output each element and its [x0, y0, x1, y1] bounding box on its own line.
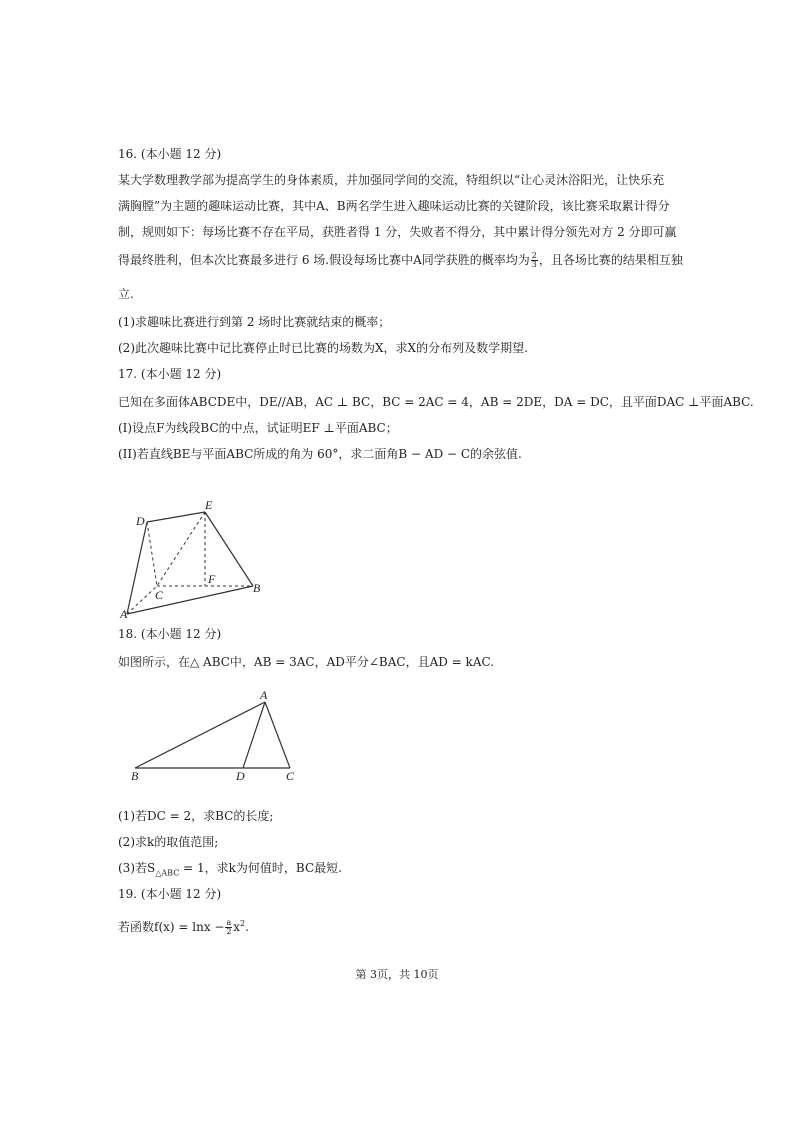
- edge-DE: [147, 512, 205, 522]
- q19-function-end: .: [245, 920, 249, 934]
- edge-AC: [127, 586, 157, 614]
- q17-text-line-1: 已知在多面体ABCDE中，DE//AB，AC ⊥ BC，BC = 2AC = 4，AB = 2DE，DA = DC，且平面DAC ⊥平面ABC.: [118, 395, 754, 409]
- q18-part-2: (2)求k的取值范围;: [118, 835, 219, 849]
- q16-fraction-numerator: 2: [531, 251, 537, 260]
- q16-text-line-4b: ，且各场比赛的结果相互独: [538, 253, 683, 267]
- label-B: B: [131, 769, 139, 783]
- q17-part-1: (I)设点F为线段BC的中点，试证明EF ⊥平面ABC；: [118, 421, 398, 435]
- edge-AB: [127, 586, 253, 614]
- q19-exponent: 2: [240, 919, 246, 928]
- edge-DC: [147, 522, 157, 586]
- q16-text-line-5: 立.: [118, 287, 134, 301]
- q16-text-line-2: 满胸膛”为主题的趣味运动比赛，其中A、B两名学生进入趣味运动比赛的关键阶段，该比赛采取累计得分: [118, 199, 670, 213]
- label-D: D: [236, 769, 245, 783]
- q17-polyhedron-figure: [110, 492, 280, 622]
- q18-header: 18. (本小题 12 分): [118, 627, 222, 641]
- label-A: A: [260, 688, 268, 702]
- label-C: C: [286, 769, 295, 783]
- label-E: E: [205, 498, 213, 512]
- q16-text-line-3: 制，规则如下：每场比赛不存在平局，获胜者得 1 分，失败者不得分，其中累计得分领先对方 2 分即可赢: [118, 225, 677, 239]
- q19-fraction: [225, 919, 232, 936]
- q18-part-3: [118, 860, 342, 881]
- edge-EC: [157, 512, 205, 586]
- q17-part-2: (II)若直线BE与平面ABC所成的角为 60°，求二面角B − AD − C的余弦值.: [118, 447, 522, 461]
- q16-fraction-denominator: 3: [531, 260, 537, 269]
- q16-part-1: (1)求趣味比赛进行到第 2 场时比赛就结束的概率；: [118, 315, 391, 329]
- q19-function-a: 若函数f(x) = lnx −: [118, 920, 225, 934]
- page-footer: 第 3页，共 10页: [355, 968, 439, 981]
- q17-header: 17. (本小题 12 分): [118, 367, 222, 381]
- q19-fraction-numerator: a: [226, 918, 232, 927]
- segment-BA: [135, 702, 265, 768]
- q16-probability-fraction: [531, 252, 538, 269]
- edge-DA: [127, 522, 147, 614]
- label-C: C: [155, 588, 164, 602]
- q16-text-line-4a: 得最终胜利，但本次比赛最多进行 6 场.假设每场比赛中A同学获胜的概率均为: [118, 253, 530, 267]
- q16-header: 16. (本小题 12 分): [118, 147, 222, 161]
- segment-AC: [265, 702, 290, 768]
- q16-part-2: (2)此次趣味比赛中记比赛停止时已比赛的场数为X，求X的分布列及数学期望.: [118, 341, 528, 355]
- q18-text-line-1: 如图所示，在△ ABC中，AB = 3AC，AD平分∠BAC，且AD = kAC.: [118, 655, 495, 669]
- q16-text-line-1: 某大学数理教学部为提高学生的身体素质，并加强同学间的交流，特组织以“让心灵沐浴阳光，让快乐充: [118, 173, 665, 187]
- label-B: B: [253, 581, 261, 595]
- q18-triangle-figure: [125, 684, 315, 784]
- q18-part-3a: (3)若S: [118, 861, 156, 875]
- q19-function-x: x: [233, 920, 241, 934]
- label-D: D: [136, 514, 145, 528]
- q18-part-3b: = 1，求k为何值时，BC最短.: [179, 861, 342, 875]
- q19-text-line-1: [118, 916, 249, 936]
- q19-header: 19. (本小题 12 分): [118, 887, 222, 901]
- label-A: A: [120, 607, 128, 621]
- q16-text-line-4: [118, 252, 683, 269]
- label-F: F: [208, 572, 216, 586]
- q19-fraction-denominator: 2: [226, 927, 232, 936]
- q18-area-subscript: △ABC: [155, 868, 180, 878]
- q18-part-1: (1)若DC = 2，求BC的长度;: [118, 809, 274, 823]
